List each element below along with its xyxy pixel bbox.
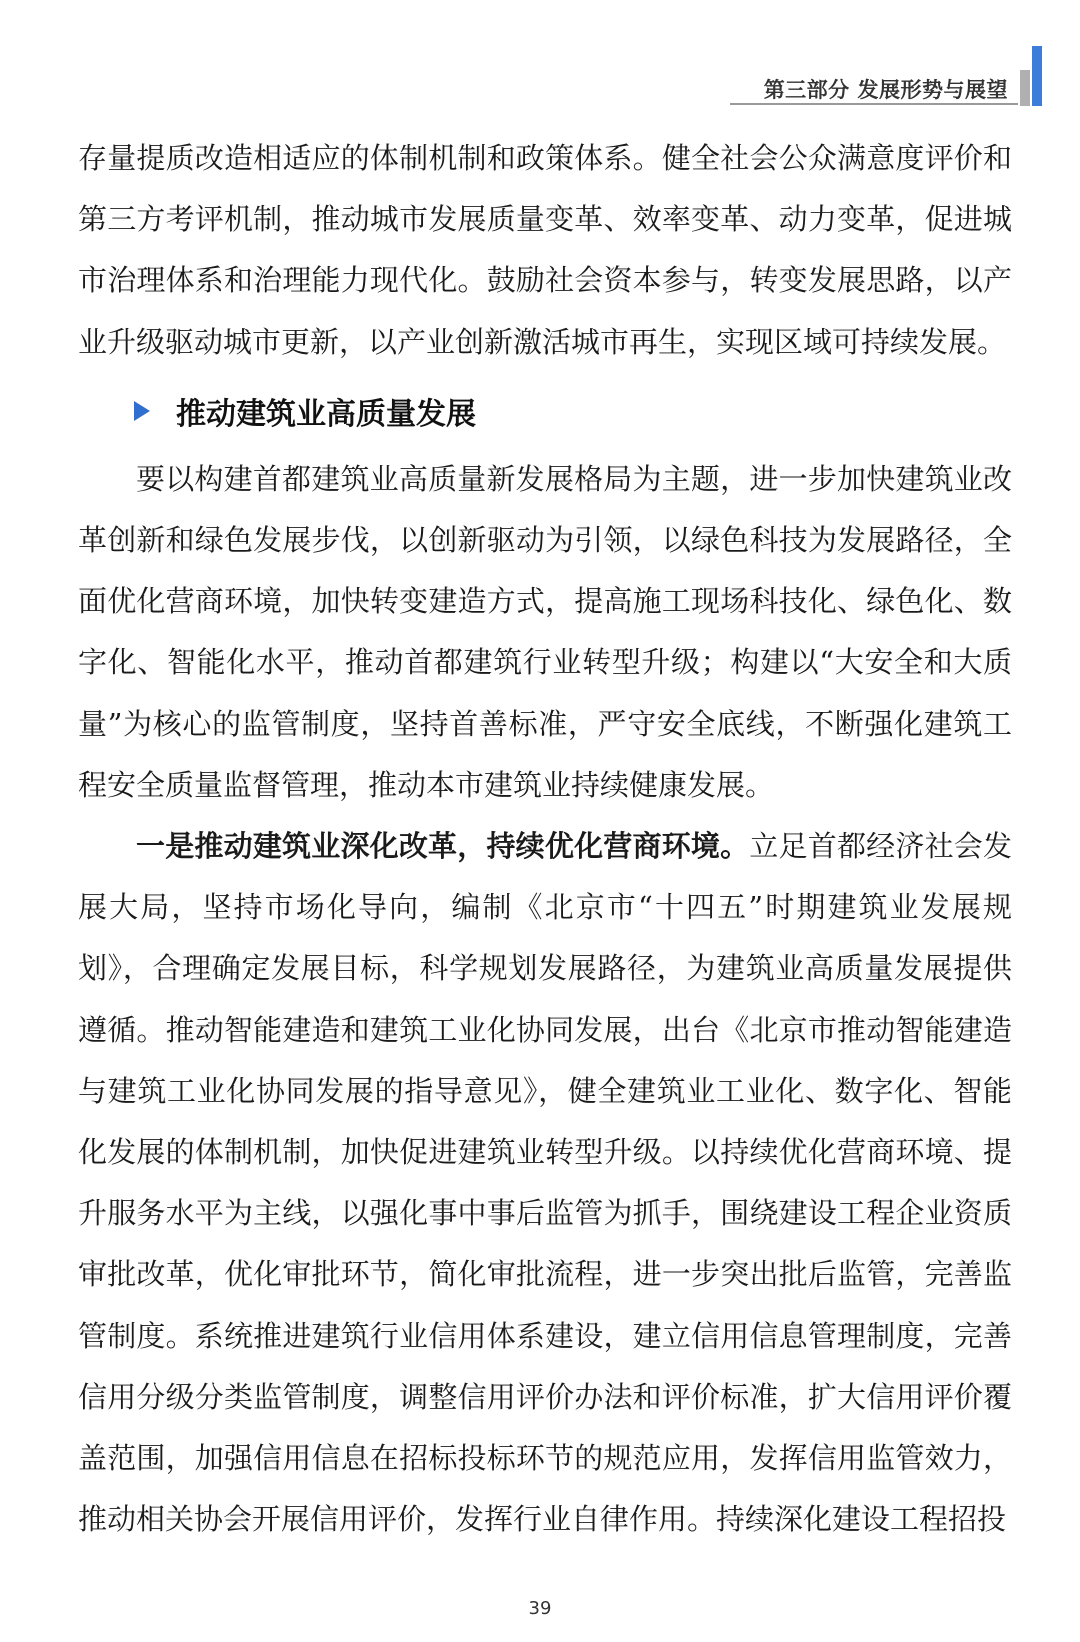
- page-number: 39: [528, 1598, 552, 1619]
- body-paragraph-3: [78, 816, 1012, 1550]
- page-header: [0, 0, 1080, 110]
- intro-paragraph: 存量提质改造相适应的体制机制和政策体系。健全社会公众满意度评价和第三方考评机制，推动城市发展质量变革、效率变革、动力变革，促进城市治理体系和治理能力现代化。鼓励社会资本参与，转变发展思路，以产业升级驱动城市更新，以产业创新激活城市再生，实现区域可持续发展。: [78, 141, 1012, 359]
- header-grey-bar: [1020, 70, 1030, 106]
- arrow-right-icon: [134, 401, 150, 421]
- body-paragraph-2: 要以构建首都建筑业高质量新发展格局为主题，进一步加快建筑业改革创新和绿色发展步伐，以创新驱动为引领，以绿色科技为发展路径，全面优化营商环境，加快转变建造方式，提高施工现场科技化、绿色化、数字化、智能化水平，推动首都建筑行业转型升级；构建以“大安全和大质量”为核心的监管制度，坚持首善标准，严守安全底线，不断强化建筑工程安全质量监督管理，推动本市建筑业持续健康发展。: [78, 461, 1012, 802]
- header-blue-bar: [1032, 46, 1042, 106]
- paragraph-body-text: 立足首都经济社会发展大局，坚持市场化导向，编制《北京市“十四五”时期建筑业发展规划》，合理确定发展目标，科学规划发展路径，为建筑业高质量发展提供遵循。推动智能建造和建筑工业化协同发展，出台《北京市推动智能建造与建筑工业化协同发展的指导意见》，健全建筑业工业化、数字化、智能化发展的体制机制，加快促进建筑业转型升级。以持续优化营商环境、提升服务水平为主线，以强化事中事后监管为抓手，围绕建设工程企业资质审批改革，优化审批环节，简化审批流程，进一步突出批后监管，完善监管制度。系统推进建筑行业信用体系建设，建立信用信息管理制度，完善信用分级分类监管制度，调整信用评价办法和评价标准，扩大信用评价覆盖范围，加强信用信息在招标投标环节的规范应用，发挥信用监管效力，推动相关协会开展信用评价，发挥行业自律作用。持续深化建设工程招投: [78, 829, 1012, 1537]
- header-title: 第三部分 发展形势与展望: [763, 78, 1008, 102]
- paragraph-lead-sentence: 一是推动建筑业深化改革，持续优化营商环境。: [136, 829, 750, 864]
- page-body: [78, 128, 1012, 1550]
- header-rule: [730, 103, 1018, 105]
- spacer: [78, 442, 1012, 449]
- section-heading-text: 推动建筑业高质量发展: [176, 396, 476, 432]
- section-heading: [78, 380, 1012, 442]
